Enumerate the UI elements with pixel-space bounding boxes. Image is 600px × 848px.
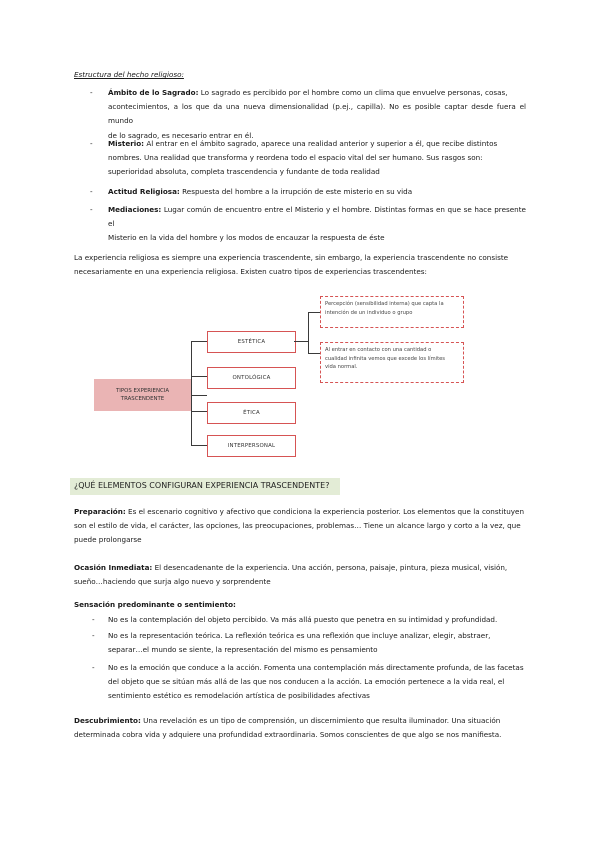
note-line: cualidad infinita vemos que excede los límites — [325, 355, 445, 362]
connector — [308, 312, 309, 354]
branch-interpersonal: INTERPERSONAL — [207, 435, 296, 457]
term-sensacion: Sensación predominante o sentimiento: — [74, 600, 236, 609]
question-heading: ¿QUÉ ELEMENTOS CONFIGURAN EXPERIENCIA TRASCENDENTE? — [74, 481, 330, 490]
line: No es la emoción que conduce a la acción. Fomenta una contemplación más directamente profunda, de las facetas — [108, 663, 524, 672]
line: Misterio en la vida del hombre y los modos de encauzar la respuesta de éste — [108, 233, 385, 243]
branch-etica: ÉTICA — [207, 402, 296, 424]
connector — [294, 341, 308, 342]
line: Respuesta del hombre a la irrupción de este misterio en su vida — [182, 187, 413, 196]
intro-paragraph — [74, 251, 526, 279]
term-actitud: Actitud Religiosa: — [108, 187, 180, 196]
line: La experiencia religiosa es siempre una experiencia trascendente, sin embargo, la experiencia trascendente no consiste — [74, 253, 509, 262]
line: Es el escenario cognitivo y afectivo que condiciona la experiencia posterior. Los elementos que la constituyen — [128, 507, 525, 516]
diagram-root-box — [94, 379, 191, 411]
bullet-dash: - — [90, 88, 93, 97]
structure-item-mediaciones — [108, 203, 526, 246]
line: nombres. Una realidad que transforma y reordena todo el espacio vital del ser humano. Sus rasgos son: — [108, 153, 483, 163]
line: puede prolongarse — [74, 535, 142, 545]
root-label-line: TRASCENDENTE — [120, 396, 165, 402]
bullet-dash: - — [92, 615, 95, 624]
line: Lugar común de encuentro entre el Misterio y el hombre. Distintas formas en que se hace presente el — [108, 205, 526, 229]
line: son el estilo de vida, el carácter, las opciones, las preocupaciones, problemas… Tiene un alcance largo y corto a la vez, que — [74, 521, 521, 531]
line: de lo sagrado, es necesario entrar en él. — [108, 130, 254, 140]
line: acontecimientos, a los que da una nueva dimensionalidad (p.ej., capilla). No es posible captar desde fuera el mundo — [108, 102, 526, 126]
line: sentimiento estético es remodelación artística de posibilidades afectivas — [108, 691, 370, 701]
connector — [191, 341, 207, 342]
line: No es la representación teórica. La reflexión teórica es una reflexión que incluye analizar, elegir, abstraer, — [108, 631, 491, 640]
structure-title: Estructura del hecho religioso: — [74, 70, 184, 79]
line: del objeto que se sitúan más allá de las que nos conducen a la acción. La emoción pertenece a la vida real, el — [108, 677, 505, 687]
root-label-line: TIPOS EXPERIENCIA — [115, 388, 170, 394]
bullet-dash: - — [92, 663, 95, 672]
connector — [191, 376, 207, 377]
structure-item-misterio — [108, 137, 526, 180]
line: separar…el mundo se siente, la representación del mismo es pensamiento — [108, 645, 378, 655]
connector — [308, 312, 320, 313]
connector — [308, 353, 320, 354]
note-line: intención de un individuo o grupo — [325, 309, 413, 316]
structure-item-sagrado — [108, 86, 526, 143]
bullet-dash: - — [90, 139, 93, 148]
line: necesariamente en una experiencia religiosa. Existen cuatro tipos de experiencias trascendentes: — [74, 267, 427, 277]
bullet-dash: - — [90, 205, 93, 214]
feeling-heading — [74, 598, 526, 612]
line: determinada cobra vida y adquiere una profundidad extraordinaria. Somos conscientes de que algo se nos manifiesta. — [74, 730, 502, 740]
note-line: Al entrar en contacto con una cantidad o — [325, 347, 432, 353]
feeling-item — [108, 661, 526, 704]
term-sagrado: Ámbito de lo Sagrado: — [108, 88, 199, 97]
line: Al entrar en el ámbito sagrado, aparece una realidad anterior y superior a él, que recibe distintos — [146, 139, 498, 148]
structure-item-actitud — [108, 185, 526, 199]
bullet-dash: - — [90, 187, 93, 196]
term-preparacion: Preparación: — [74, 507, 126, 516]
note-estetica — [320, 296, 464, 328]
preparation-paragraph — [74, 505, 526, 548]
line: sueño…haciendo que surja algo nuevo y sorprendente — [74, 577, 271, 587]
line: Una revelación es un tipo de comprensión, un discernimiento que resulta iluminador. Una situación — [143, 716, 501, 725]
line: superioridad absoluta, completa trascendencia y fundante de toda realidad — [108, 167, 380, 177]
connector — [191, 411, 207, 412]
term-ocasion: Ocasión Inmediata: — [74, 563, 153, 572]
line: No es la contemplación del objeto percibido. Va más allá puesto que penetra en su intimidad y profundidad. — [108, 615, 498, 624]
feeling-item — [108, 629, 526, 657]
connector — [191, 341, 192, 445]
branch-ontologica: ONTOLÓGICA — [207, 367, 296, 389]
connector — [191, 395, 207, 396]
bullet-dash: - — [92, 631, 95, 640]
term-misterio: Misterio: — [108, 139, 145, 148]
line: Lo sagrado es percibido por el hombre como un clima que envuelve personas, cosas, — [200, 88, 508, 97]
branch-estetica: ESTÉTICA — [207, 331, 296, 353]
connector — [191, 445, 207, 446]
discovery-paragraph — [74, 714, 526, 742]
note-line: vida normal. — [325, 364, 358, 370]
term-descubrimiento: Descubrimiento: — [74, 716, 141, 725]
line: El desencadenante de la experiencia. Una acción, persona, paisaje, pintura, pieza musical, visión, — [154, 563, 508, 572]
note-line: Percepción (sensibilidad interna) que capta la — [325, 301, 444, 307]
feeling-item — [108, 613, 526, 627]
occasion-paragraph — [74, 561, 526, 589]
term-mediaciones: Mediaciones: — [108, 205, 162, 214]
note-ontologica — [320, 342, 464, 383]
